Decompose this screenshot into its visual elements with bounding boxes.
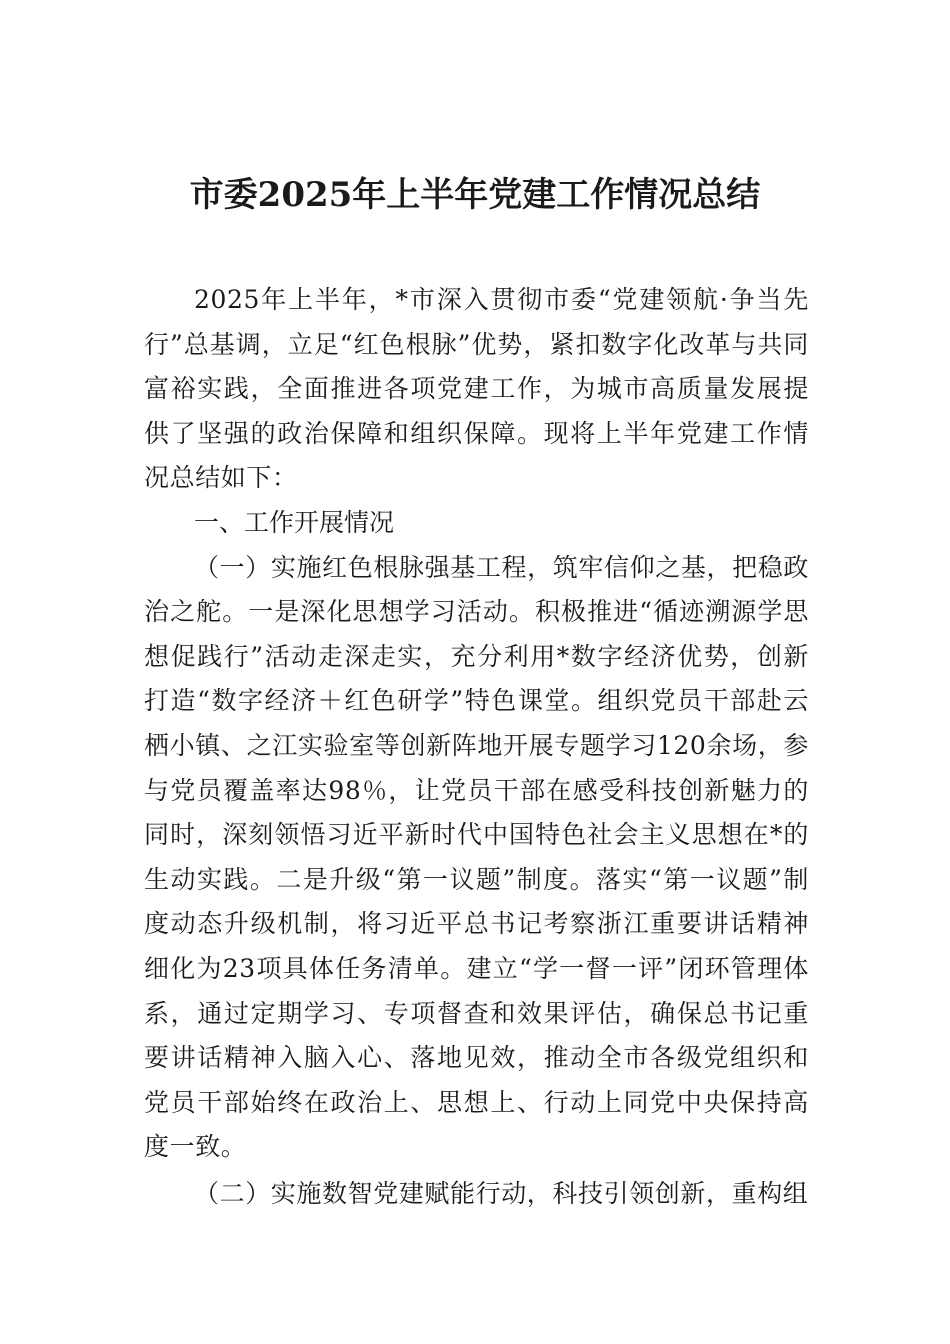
section-heading-1: 一、工作开展情况 xyxy=(194,507,395,537)
document-body xyxy=(144,278,809,1216)
item1-lead: （一）实施红色根脉强基工程，筑牢信仰之基，把稳政治之舵。 xyxy=(144,552,809,627)
item2-lead: （二）实施数智党建赋能行动，科技引领创新，重构组 xyxy=(194,1178,809,1208)
section1-item2-paragraph xyxy=(144,1172,809,1217)
document-title: 市委2025年上半年党建工作情况总结 xyxy=(189,175,761,215)
intro-paragraph: 2025年上半年，*市深入贯彻市委“党建领航·争当先行”总基调，立足“红色根脉”优势，紧扣数字化改革与共同富裕实践，全面推进各项党建工作，为城市高质量发展提供了坚强的政治保障和组织保障。现将上半年党建工作情况总结如下： xyxy=(144,285,809,493)
section1-item1-paragraph xyxy=(144,546,809,1170)
item1-text: 一是深化思想学习活动。积极推进“循迹溯源学思想促践行”活动走深走实，充分利用*数字经济优势，创新打造“数字经济＋红色研学”特色课堂。组织党员干部赴云栖小镇、之江实验室等创新阵地开展专题学习120余场，参与党员覆盖率达98％，让党员干部在感受科技创新魅力的同时，深刻领悟习近平新时代中国特色社会主义思想在*的生动实践。二是升级“第一议题”制度。落实“第一议题”制度动态升级机制，将习近平总书记考察浙江重要讲话精神细化为23项具体任务清单。建立“学一督一评”闭环管理体系，通过定期学习、专项督查和效果评估，确保总书记重要讲话精神入脑入心、落地见效，推动全市各级党组织和党员干部始终在政治上、思想上、行动上同党中央保持高度一致。 xyxy=(144,597,809,1162)
